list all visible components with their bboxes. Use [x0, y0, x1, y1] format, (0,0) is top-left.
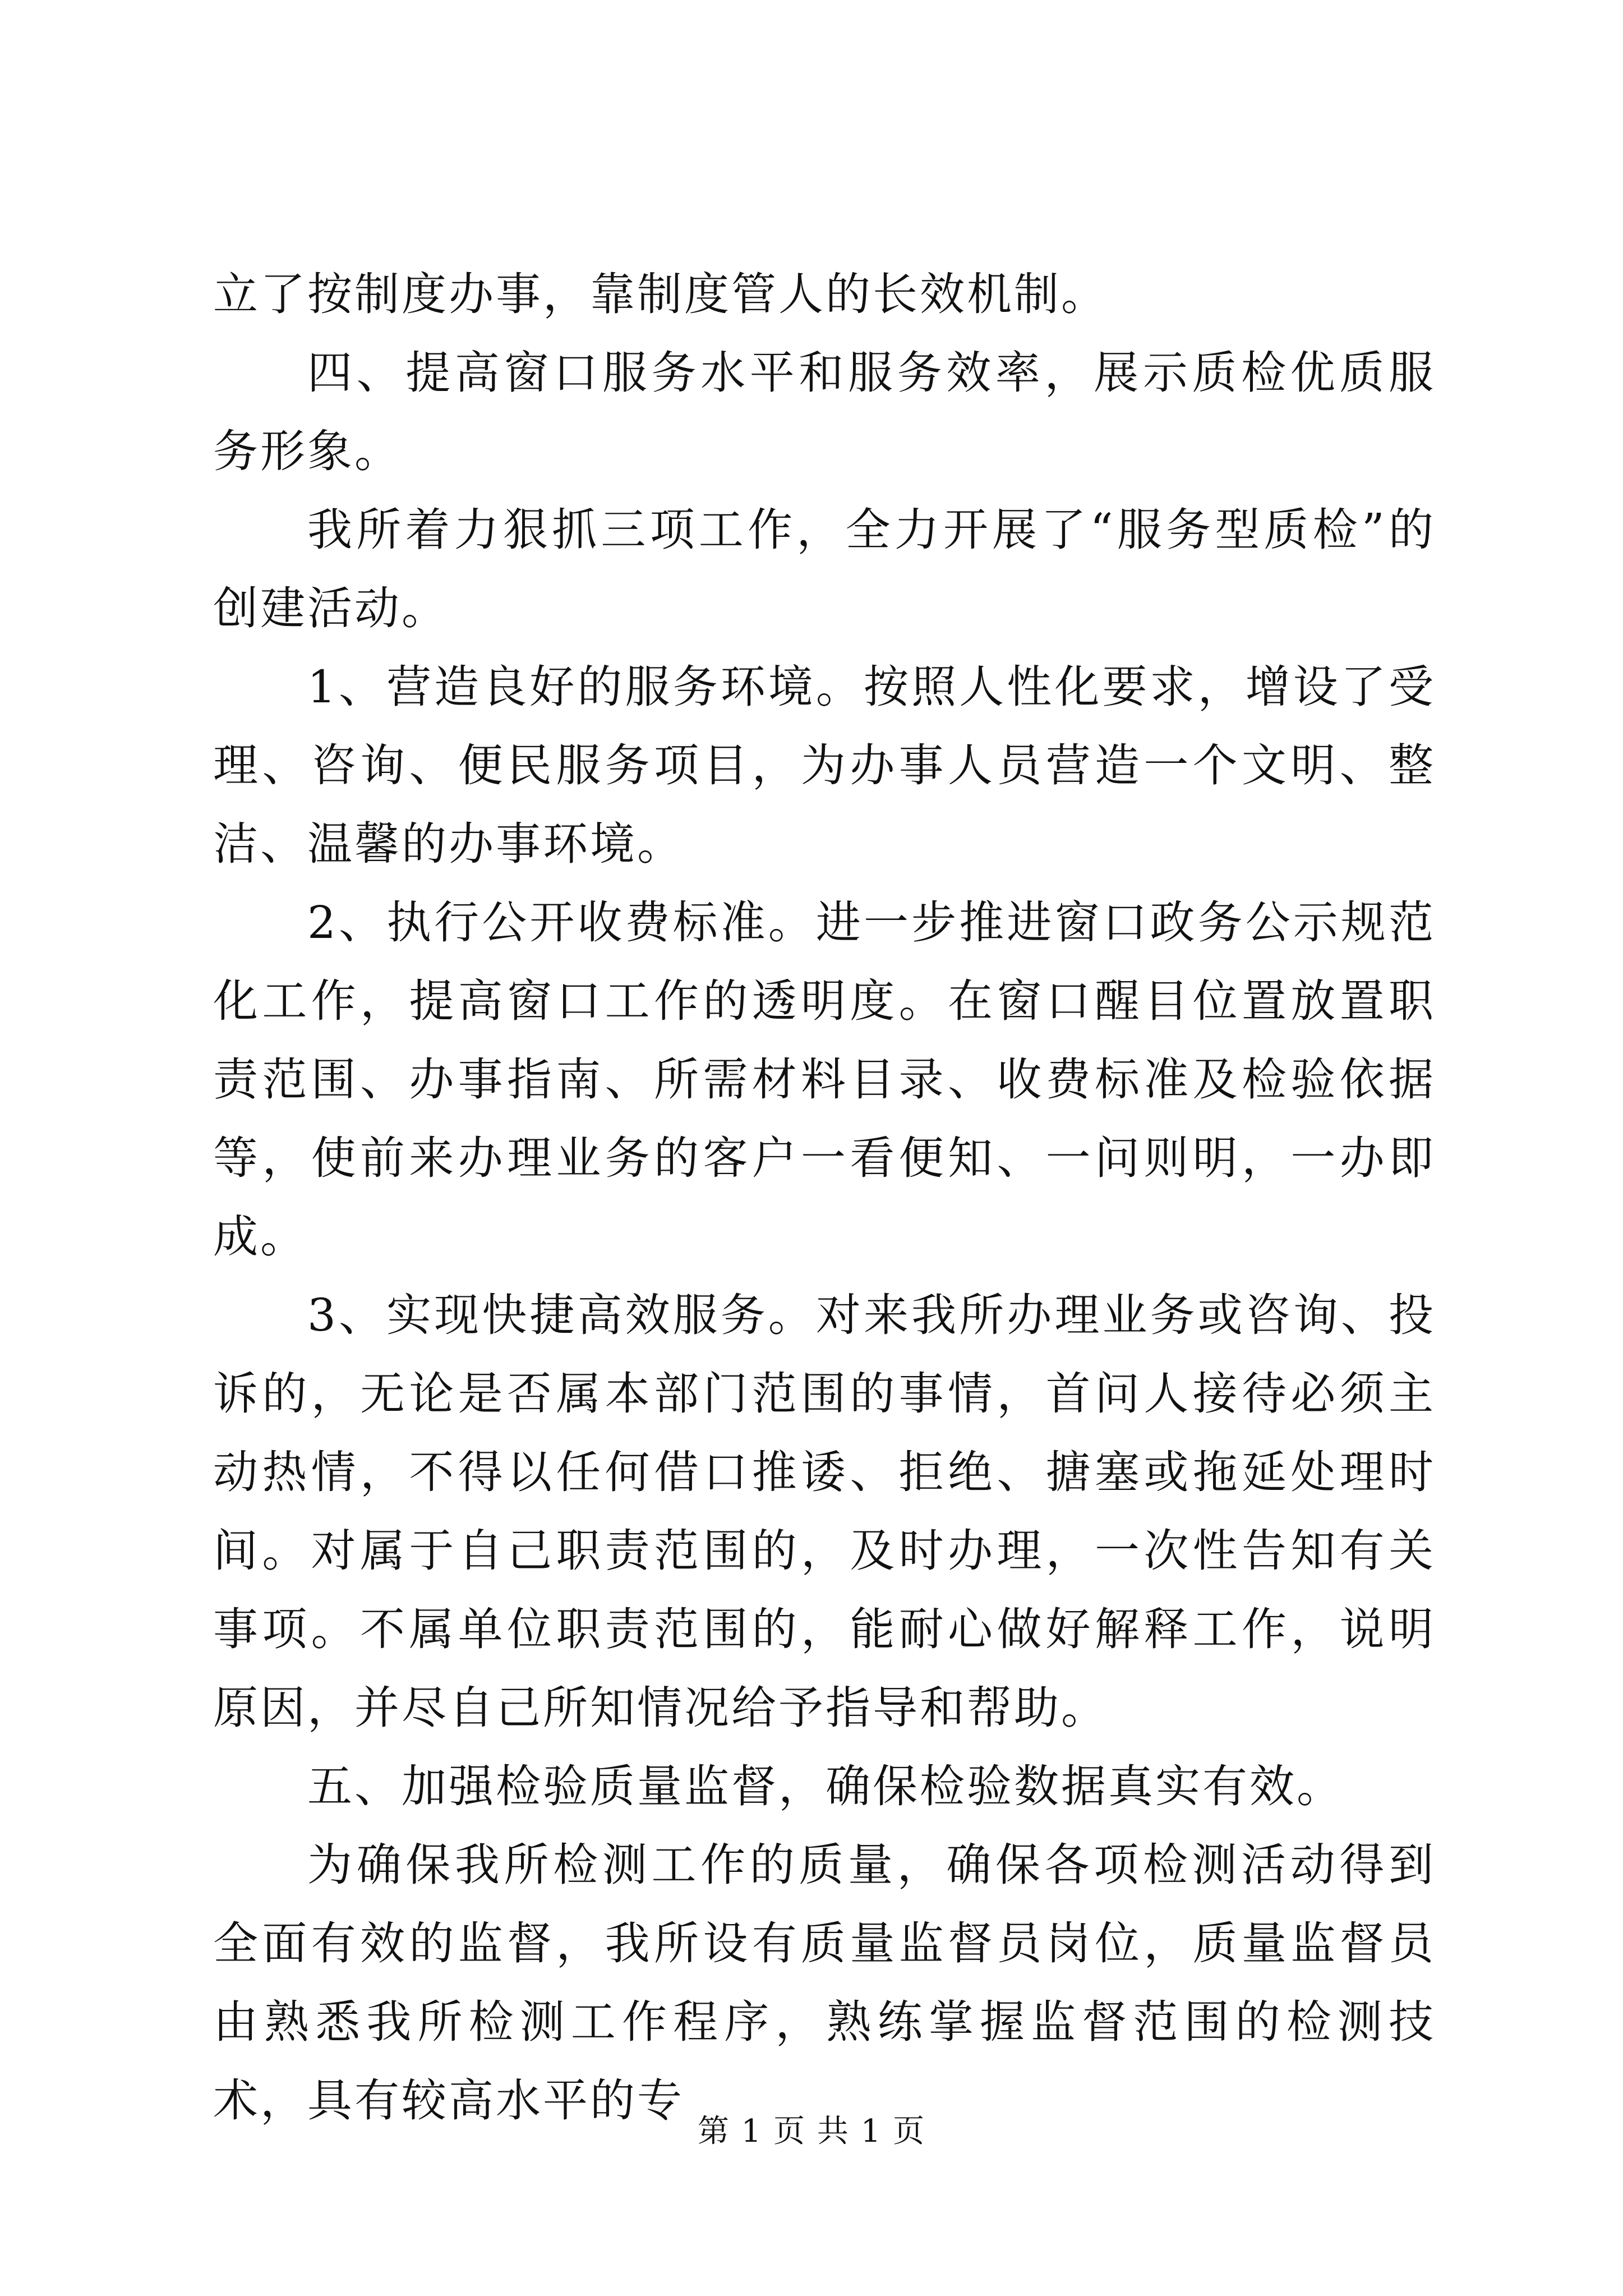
paragraph-1: 立了按制度办事，靠制度管人的长效机制。 [213, 268, 1108, 320]
document-body [213, 255, 1436, 2140]
paragraph-6: 3、实现快捷高效服务。对来我所办理业务或咨询、投诉的，无论是否属本部门范围的事情，首问人接待必须主动热情，不得以任何借口推诿、拒绝、搪塞或拖延处理时间。对属于自己职责范围的，及时办理，一次性告知有关事项。不属单位职责范围的，能耐心做好解释工作，说明原因，并尽自己所知情况给予指导和帮助。 [213, 1289, 1436, 1734]
page-footer [0, 2109, 1623, 2154]
paragraph-7: 五、加强检验质量监督，确保检验数据真实有效。 [307, 1760, 1344, 1812]
paragraph-4: 1、营造良好的服务环境。按照人性化要求，增设了受理、咨询、便民服务项目，为办事人员营造一个文明、整洁、温馨的办事环境。 [213, 661, 1436, 870]
page-number-label: 第 1 页 共 1 页 [697, 2113, 926, 2150]
paragraph-5: 2、执行公开收费标准。进一步推进窗口政务公示规范化工作，提高窗口工作的透明度。在窗口醒目位置放置职责范围、办事指南、所需材料目录、收费标准及检验依据等，使前来办理业务的客户一看便知、一问则明，一办即成。 [213, 896, 1436, 1263]
paragraph-8: 为确保我所检测工作的质量，确保各项检测活动得到全面有效的监督，我所设有质量监督员岗位，质量监督员由熟悉我所检测工作程序，熟练掌握监督范围的检测技术，具有较高水平的专 [213, 1839, 1436, 2127]
paragraph-3: 我所着力狠抓三项工作，全力开展了“服务型质检”的创建活动。 [213, 504, 1436, 634]
paragraph-2: 四、提高窗口服务水平和服务效率，展示质检优质服务形象。 [213, 347, 1436, 477]
